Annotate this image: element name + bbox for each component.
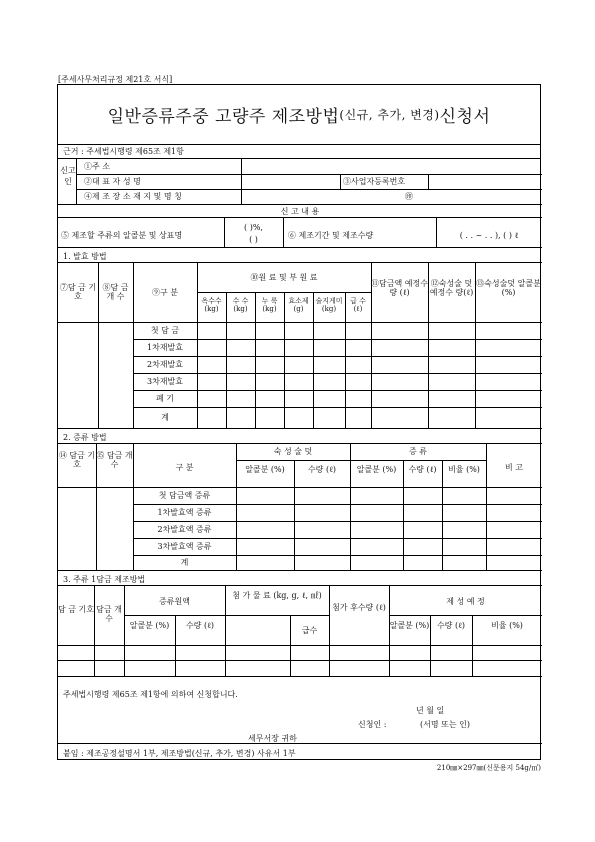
item5-value-alcohol: ( )%,	[244, 223, 263, 232]
report-content-header: 신 고 내 용	[280, 207, 320, 216]
application-form	[57, 84, 541, 760]
section3-title: 3. 주류 1담금 제조방법	[63, 575, 146, 584]
s3-sub-ratio: 비율 (%)	[491, 621, 523, 630]
item6-value: ( . . ~ . . ), ( ) ℓ	[459, 231, 519, 240]
s1-row-total: 계	[161, 413, 169, 422]
s1-h7: ⑦담 금 기 호	[59, 283, 97, 302]
s2-hnote: 비 고	[505, 463, 523, 472]
s3-hg-distillate: 증류원액	[159, 597, 190, 606]
s2-row-total: 계	[180, 558, 189, 567]
s3-hg-product: 제 성 예 정	[446, 597, 485, 606]
s3-sub-water: 급수	[301, 626, 318, 635]
s2-hgroup-mature: 숙 성 술 덧	[273, 447, 313, 456]
s1-h10: ⑩원 료 및 부 원 료	[250, 273, 318, 282]
representative-name-label: ②대 표 자 성 명	[84, 177, 141, 186]
seal-mark: ㊞	[405, 192, 413, 201]
s1-h8: ⑧담 금 개 수	[102, 283, 129, 302]
s1-h12: ⑫숙성술 덧예정수 량(ℓ)	[429, 279, 474, 298]
s1-sub-water: 급 수 (ℓ)	[350, 297, 366, 314]
item6-label: ⑥ 제조기간 및 제조수량	[288, 231, 374, 240]
item5-value-brand: ( )	[249, 235, 258, 244]
s1-h13: ⑬숙성술덧 알콜분 (%)	[476, 279, 541, 298]
item5-label: ⑤ 제조할 주류의 알콜분 및 상표명	[61, 231, 183, 240]
application-date: 년 월 일	[416, 706, 445, 715]
applicant-sign-label: 신청인 :	[358, 720, 387, 729]
section2-title: 2. 증류 방법	[63, 433, 107, 442]
form-number-note: [주세사무처리규정 제21호 서식]	[58, 75, 173, 84]
s3-sub-alc1: 알콜분 (%)	[129, 621, 170, 630]
s1-h11: ⑪담금액 예정수량 (ℓ)	[371, 279, 428, 298]
s3-sub-qty2: 수량 (ℓ)	[436, 621, 466, 630]
title-main: 일반증류주중 고량주 제조방법	[107, 107, 340, 127]
s1-sub-lees: 술지게미(kg)	[315, 297, 343, 314]
s2-hgroup-distill: 증 류	[409, 447, 427, 456]
s3-h-code: 담 금 기호	[58, 605, 94, 614]
s3-hg-additives: 첨 가 물 료 (kg, g, ℓ, ㎖)	[232, 591, 322, 600]
form-title	[58, 85, 540, 145]
s3-sub-alc2: 알콜분 (%)	[389, 621, 430, 630]
s1-row-1st: 1차재발효	[146, 343, 183, 352]
s2-row-3rd: 3차발효액 증류	[157, 542, 212, 551]
s3-sub-qty1: 수량 (ℓ)	[185, 621, 215, 630]
s2-h14: ⑭ 담금 기호	[58, 451, 96, 470]
attachment-note: 붙임 : 제조공정설명서 1부, 제조방법(신규, 추가, 변경) 사유서 1부	[63, 749, 296, 758]
section1-title: 1. 발효 방법	[63, 252, 107, 261]
s2-sub-qty2: 수량 (ℓ)	[408, 465, 437, 474]
recipient: 세무서장 귀하	[248, 734, 297, 743]
s1-row-2nd: 2차재발효	[146, 360, 183, 369]
s1-h9: ⑨구 분	[152, 288, 178, 297]
s1-row-first: 첫 담 금	[150, 326, 180, 335]
s3-h-count: 담금 개수	[96, 605, 122, 624]
s2-row-2nd: 2차발효액 증류	[157, 525, 212, 534]
s2-sub-qty1: 수량 (ℓ)	[307, 465, 337, 474]
s2-sub-ratio: 비율 (%)	[448, 465, 480, 474]
paper-spec: 210㎜×297㎜(신문용지 54g/㎡)	[436, 764, 541, 772]
s3-h-after-qty: 첨가 후수량 (ℓ)	[332, 603, 386, 612]
s1-sub-sorghum: 수 수 (kg)	[232, 297, 249, 314]
legal-basis: 근거 : 주세법시행령 제65조 제1항	[58, 145, 540, 159]
s2-row-1st: 1차발효액 증류	[157, 508, 212, 517]
application-statement: 주세법시행령 제65조 제1항에 의하여 신청합니다.	[63, 690, 238, 699]
s1-row-discard: 폐 기	[156, 394, 174, 403]
business-number-label: ③사업자등록번호	[343, 177, 406, 186]
s1-sub-enzyme: 효소제 (g)	[288, 297, 309, 314]
s1-sub-nuruk: 누 룩 (kg)	[261, 297, 278, 314]
address-label: ①주 소	[84, 162, 110, 171]
s2-row-first: 첫 담금액 증류	[158, 491, 211, 500]
s1-row-3rd: 3차재발효	[146, 377, 183, 386]
factory-location-label: ④제 조 장 소 재 지 및 명 칭	[84, 192, 182, 201]
s2-sub-alc2: 알콜분 (%)	[356, 465, 397, 474]
title-paren: (신규, 추가, 변경)	[339, 108, 440, 122]
applicant-label: 신고인	[60, 166, 76, 186]
s1-sub-corn: 옥수수 (kg)	[201, 297, 222, 314]
title-tail: 신청서	[439, 107, 491, 127]
s2-sub-alc1: 알콜분 (%)	[245, 465, 285, 474]
s2-h15: ⑮ 담금 개수	[96, 451, 133, 470]
s2-hcat: 구 분	[175, 463, 194, 472]
signature-hint: (서명 또는 인)	[420, 720, 470, 729]
